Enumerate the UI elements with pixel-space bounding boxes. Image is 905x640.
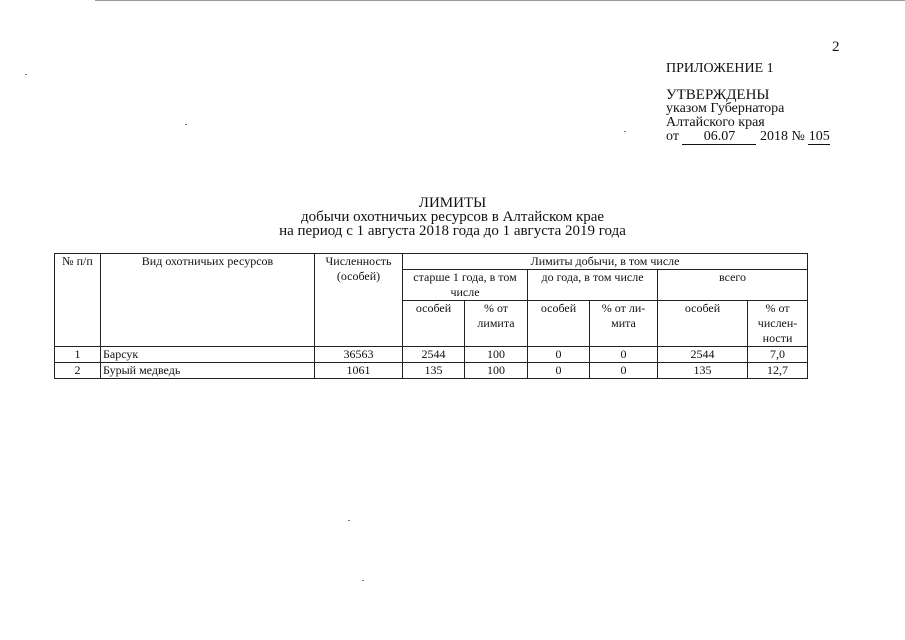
scan-speck (348, 520, 350, 521)
title-subtitle: добычи охотничьих ресурсов в Алтайском крае (300, 209, 605, 225)
limits-table (54, 253, 808, 379)
decree-year: 2018 (759, 129, 788, 144)
row-over-pct: 100 (465, 363, 528, 379)
row-num: 1 (55, 347, 101, 363)
table-row (55, 363, 808, 379)
date-prefix: от (666, 129, 679, 144)
row-total-pct: 7,0 (748, 347, 808, 363)
header-total: всего (658, 270, 808, 301)
row-total-individuals: 135 (658, 363, 748, 379)
row-under-pct: 0 (590, 347, 658, 363)
row-under-individuals: 0 (528, 347, 590, 363)
page-number: 2 (832, 39, 840, 55)
header-pct-limit: % от лимита (465, 301, 528, 347)
row-over-pct: 100 (465, 347, 528, 363)
document-title (0, 196, 905, 238)
header-individuals: особей (403, 301, 465, 347)
date-line (666, 130, 830, 145)
decree-number: 105 (808, 129, 830, 144)
title-period: на период с 1 августа 2018 года до 1 августа 2019 года (279, 223, 626, 239)
approval-block (666, 62, 830, 145)
row-population: 1061 (315, 363, 403, 379)
page-top-edge (95, 0, 905, 1)
scan-speck (624, 131, 626, 132)
scan-speck (25, 74, 27, 75)
header-individuals: особей (528, 301, 590, 347)
appendix-label: ПРИЛОЖЕНИЕ 1 (666, 61, 774, 76)
header-population: Численность (особей) (315, 254, 403, 347)
number-prefix: № (791, 129, 805, 144)
table-row (55, 347, 808, 363)
header-under-one-year: до года, в том числе (528, 270, 658, 301)
row-total-individuals: 2544 (658, 347, 748, 363)
row-total-pct: 12,7 (748, 363, 808, 379)
row-under-pct: 0 (590, 363, 658, 379)
header-species: Вид охотничьих ресурсов (101, 254, 315, 347)
row-under-individuals: 0 (528, 363, 590, 379)
decree-line: указом Губернатора (666, 101, 785, 116)
header-pct-limit: % от ли- мита (590, 301, 658, 347)
header-individuals: особей (658, 301, 748, 347)
header-num: № п/п (55, 254, 101, 347)
row-species: Бурый медведь (101, 363, 315, 379)
scan-speck (362, 580, 364, 581)
row-num: 2 (55, 363, 101, 379)
scan-speck (185, 124, 187, 125)
row-population: 36563 (315, 347, 403, 363)
row-over-individuals: 135 (403, 363, 465, 379)
row-species: Барсук (101, 347, 315, 363)
header-pct-population: % от числен- ности (748, 301, 808, 347)
decree-date: 06.07 (682, 130, 756, 145)
row-over-individuals: 2544 (403, 347, 465, 363)
header-limits: Лимиты добычи, в том числе (403, 254, 808, 270)
header-over-one-year: старше 1 года, в том числе (403, 270, 528, 301)
region-line: Алтайского края (666, 115, 765, 130)
approved-label: УТВЕРЖДЕНЫ (666, 87, 770, 103)
title-heading: ЛИМИТЫ (418, 195, 487, 211)
